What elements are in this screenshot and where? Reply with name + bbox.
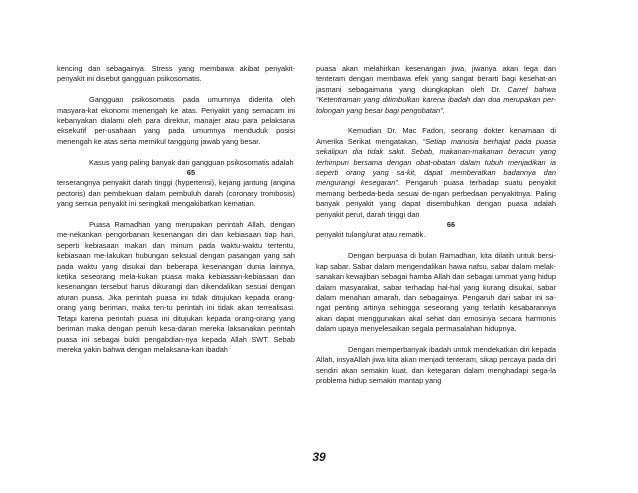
left-paragraph-3-end: terserangnya penyakit darah tinggi (hypertensi), kejang jantung (angina pectoris) dan pembekuan dalam pembuluh darah (coronary trombosis) yang semua penyakit ini seringkali mengakibatkan kematian. [57, 178, 295, 209]
left-paragraph-3-start: Kasus yang paling banyak dari gangguan psikosomatis adalah [89, 157, 294, 167]
mac-fadon-quote: “Setiap manusia berhajat pada puasa sekalipun dia tidak sakit. Sebab, makanan-makanan beracun yang terhimpun bersama dengan obat-obatan dalam tubuh menjadikan ia seperti orang yang sa-kit, dapat memberatkan badannya dan mengurangi kesegaran” [316, 136, 556, 188]
left-paragraph-1: kencing dan sebagainya. Stress yang membawa akibat penyakit-penyakit ini disebut gangguan psikosomatis. [57, 64, 295, 84]
right-paragraph-4: Dengan memperbanyak ibadah untuk mendekatkan diri kepada Allah, insyaAllah jiwa kita akan menjadi tenteram, sikap percaya pada diri sendiri akan semakin kuat, dan ketegaran dalam menghadapi sega-la problema hidup semakin mantap yang [316, 344, 556, 386]
left-paragraph-4: Puasa Ramadhan yang merupakan perintah Allah, dengan me-nekankan pengorbanan kesenangan diri dan kebiasaan tiap hari, seperti kebiasaan makan dan minum pada waktu-waktu tertentu, kebiasaan me-lakukan hubungan seksual dengan pasangan yang sah pada waktu yang disukai dan beberapa kesenangan dunia lainnya, ketika seseorang mela-kukan puasa maka kebiasaan-kebiasaan dan kesenangan tersebut harus dikurangi dan dikendalikan sesuai dengan aturan puasa. Jika perintah puasa ini tidak ditujukan kepada orang-orang yang beriman, maka ten-tu perintah ini tidak akan terrealisasi. Tetapi karena perintah puasa ini ditujukan kepada orang-orang yang beriman maka dengan penuh kesa-daran mereka laksanakan perintah puasa ini sebagai bukti pengabdian-nya kepada Allah SWT. Sebab mereka yakin bahwa dengan melaksana-kan ibadah [57, 220, 295, 354]
right-paragraph-3: Dengan berpuasa di bulan Ramadhan, kita dilatih untuk bersi-kap sabar. Sabar dalam mengendalikan hawa nafsu, sabar dalam melak-sanakan kewajiban sebagai hamba Allah dan sebagai ummat yang hidup dalam masyarakat, sabar terhadap hal-hal yang kurang disukai, sabar dalam menahan amarah, dan sebagainya. Pengaruh dari sabar ini sa-ngat penting artinya sehingga seseorang yang terlatih kesabarannya akan dapat menggunakan akal sehat dan emosinya secara harmonis dalam upaya menyelesaikan segala permasalahan hidupnya. [316, 251, 556, 334]
right-paragraph-1 [316, 64, 556, 116]
source-page-number-66: 66 [446, 220, 456, 230]
source-page-number-65: 65 [186, 168, 196, 178]
right-p1-end: . [442, 105, 445, 115]
right-column [316, 64, 556, 397]
right-paragraph-2 [316, 126, 556, 220]
carrel-quote: Carrel bahwa “Ketentraman yang ditimbulkan karena ibadah dan doa merupakan per-tolongan yang besar bagi pengobatan” [316, 84, 556, 115]
left-paragraph-2: Gangguan psikosomatis pada umumnya diderita oleh masyara-kat ekonomi menengah ke atas. Penyakit yang semacam ini kebanyakan dialami oleh para direktur, manajer atau para pelaksana eksekutif per-usahaan yang pada umumnya menduduk posisi menengah ke atas serta memikul tanggung jawab yang besar. [57, 95, 295, 146]
right-p2-body: . Pengaruh puasa terhadap suatu penyakit memang berbeda-beda sesuai de-ngan perbedaan penyakitnya. Paling banyak penyakit yang dapat disembuhkan dengan puasa adalah penyakit perut, darah tinggi dan [316, 178, 557, 219]
right-p2-intro: Kemudian Dr. Mac Fadon, seorang dokter kenamaan di Amerika Serikat mengatakan, [316, 126, 556, 146]
page-number: 39 [312, 450, 326, 464]
right-p1-text: puasa akan melahirkan kesenangan jiwa, jiwanya akan lega dan tenteram dengan membawa efek yang sangat berarti bagi kesehat-an jasmani sebagaimana yang diungkapkan oleh Dr. [316, 64, 556, 94]
right-paragraph-2-end: penyakit tulang/urat atau rematik. [316, 230, 426, 240]
left-column [57, 64, 295, 366]
